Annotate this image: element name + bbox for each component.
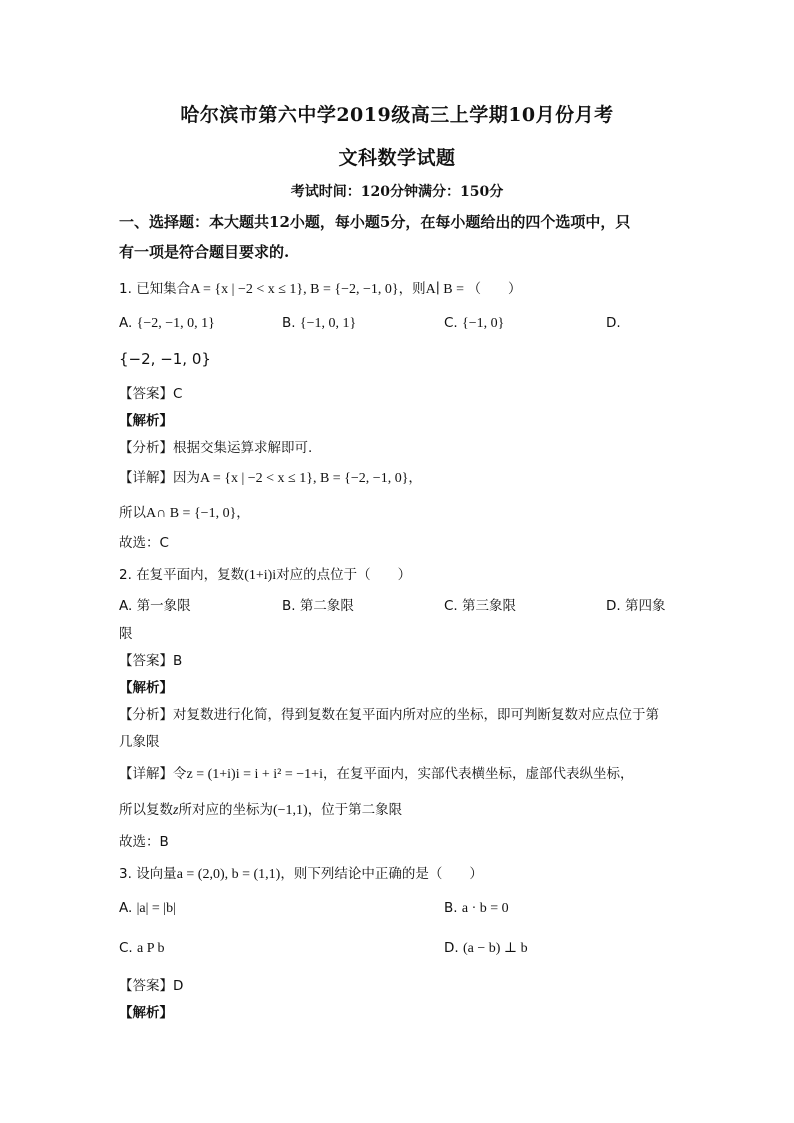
q3-option-d [444,940,528,957]
q3-option-a-value: |a| = |b| [136,901,176,916]
q1-so [119,501,250,522]
q3-stem-text-b: ，则下列结论中正确的是（ ） [280,866,483,882]
q1-option-a-label: A. [119,315,133,331]
q1-analysis-label: 【解析】 [119,413,173,429]
q1-number: 1. [119,281,132,297]
q1-stem-text-a: 已知集合 [136,281,191,297]
section-heading-line1: 一、选择题：本大题共12小题，每小题5分，在每小题给出的四个选项中，只 [119,213,631,231]
q1-option-b-label: B. [282,315,296,331]
q2-option-a: A. 第一象限 [119,598,191,614]
q1-so-text-b: ， [236,505,250,521]
q3-option-c-label: C. [119,940,133,956]
q2-so [119,798,402,819]
q1-stem-text-b: ，则 [398,281,426,297]
q1-stem-paren: （ ） [467,281,522,297]
q1-option-c [444,315,504,332]
q1-option-b [282,315,356,332]
q2-stem-text-a: 在复平面内，复数 [136,567,245,583]
q1-option-b-value: {−1, 0, 1} [299,316,357,331]
q2-answer: 【答案】B [119,653,183,669]
q3-option-b-label: B. [444,900,458,916]
q2-option-d: D. 第四象 [606,598,666,614]
q2-option-b: B. 第二象限 [282,598,354,614]
q2-stem-text-b: 对应的点位于（ ） [276,567,412,583]
q2-number: 2. [119,567,132,583]
q2-detail-math: z = (1+i)i = i + i² = −1+i [186,767,323,782]
q1-stem-expr: A∣ B = [425,282,468,297]
q2-detail [119,762,633,783]
q1-option-d-label: D. [606,315,621,331]
q1-option-a-value: {−2, −1, 0, 1} [136,316,215,331]
q1-fenxi: 【分析】根据交集运算求解即可. [119,440,313,456]
q2-so-text-c: ，位于第二象限 [307,802,403,818]
q3-option-a [119,900,176,917]
q3-stem [119,862,483,883]
q3-option-b [444,900,509,917]
q3-option-c-value: a P b [137,941,165,956]
q2-option-c: C. 第三象限 [444,598,517,614]
q2-fenxi-line2: 几象限 [119,734,160,750]
q1-so-math: A∩ B = {−1, 0} [146,506,237,521]
q3-option-d-label: D. [444,940,459,956]
q1-so-text-a: 所以 [119,505,146,521]
q2-fenxi-line1: 【分析】对复数进行化简，得到复数在复平面内所对应的坐标，即可判断复数对应点位于第 [119,707,659,723]
q3-stem-math: a = (2,0), b = (1,1) [176,867,281,882]
q1-detail-text-a: 【详解】因为 [119,470,200,486]
exam-title: 哈尔滨市第六中学2019级高三上学期10月份月考 [180,104,614,126]
q1-option-a [119,315,215,332]
q3-analysis-label: 【解析】 [119,1005,173,1021]
q3-stem-text-a: 设向量 [136,866,177,882]
section-heading-line2: 有一项是符合题目要求的. [119,243,290,261]
q2-analysis-label: 【解析】 [119,680,173,696]
q1-detail-text-b: ， [408,470,422,486]
q1-option-c-value: {−1, 0} [462,316,505,331]
q1-detail-math: A = {x | −2 < x ≤ 1}, B = {−2, −1, 0} [200,471,409,486]
q1-detail [119,466,422,487]
q2-detail-text-b: ，在复平面内，实部代表横坐标，虚部代表纵坐标， [322,766,634,782]
q2-so-z: z [173,803,179,818]
q3-option-a-label: A. [119,900,133,916]
q2-stem [119,563,411,584]
q1-option-c-label: C. [444,315,458,331]
q2-choose: 故选：B [119,834,169,850]
q1-stem [119,277,522,298]
q1-option-d-value: {−2, −1, 0} [119,350,211,368]
q2-so-text-a: 所以复数 [119,802,173,818]
q3-option-c [119,940,165,957]
q2-detail-text-a: 【详解】令 [119,766,187,782]
q3-option-b-value: a · b = 0 [461,901,509,916]
q1-option-d [606,315,621,331]
q1-stem-sets: A = {x | −2 < x ≤ 1}, B = {−2, −1, 0} [190,282,399,297]
exam-subtitle: 文科数学试题 [338,147,456,169]
q1-answer: 【答案】C [119,386,183,402]
q2-so-math: (−1,1) [272,803,308,818]
q2-stem-math: (1+i)i [244,568,277,583]
q3-option-d-value: (a − b) ⊥ b [462,941,528,956]
exam-info: 考试时间：120分钟满分：150分 [290,184,504,200]
q2-so-text-b: 所对应的坐标为 [178,802,273,818]
q3-number: 3. [119,866,132,882]
q3-answer: 【答案】D [119,978,184,994]
q2-option-d-wrap: 限 [119,626,133,642]
q1-choose: 故选：C [119,535,169,551]
